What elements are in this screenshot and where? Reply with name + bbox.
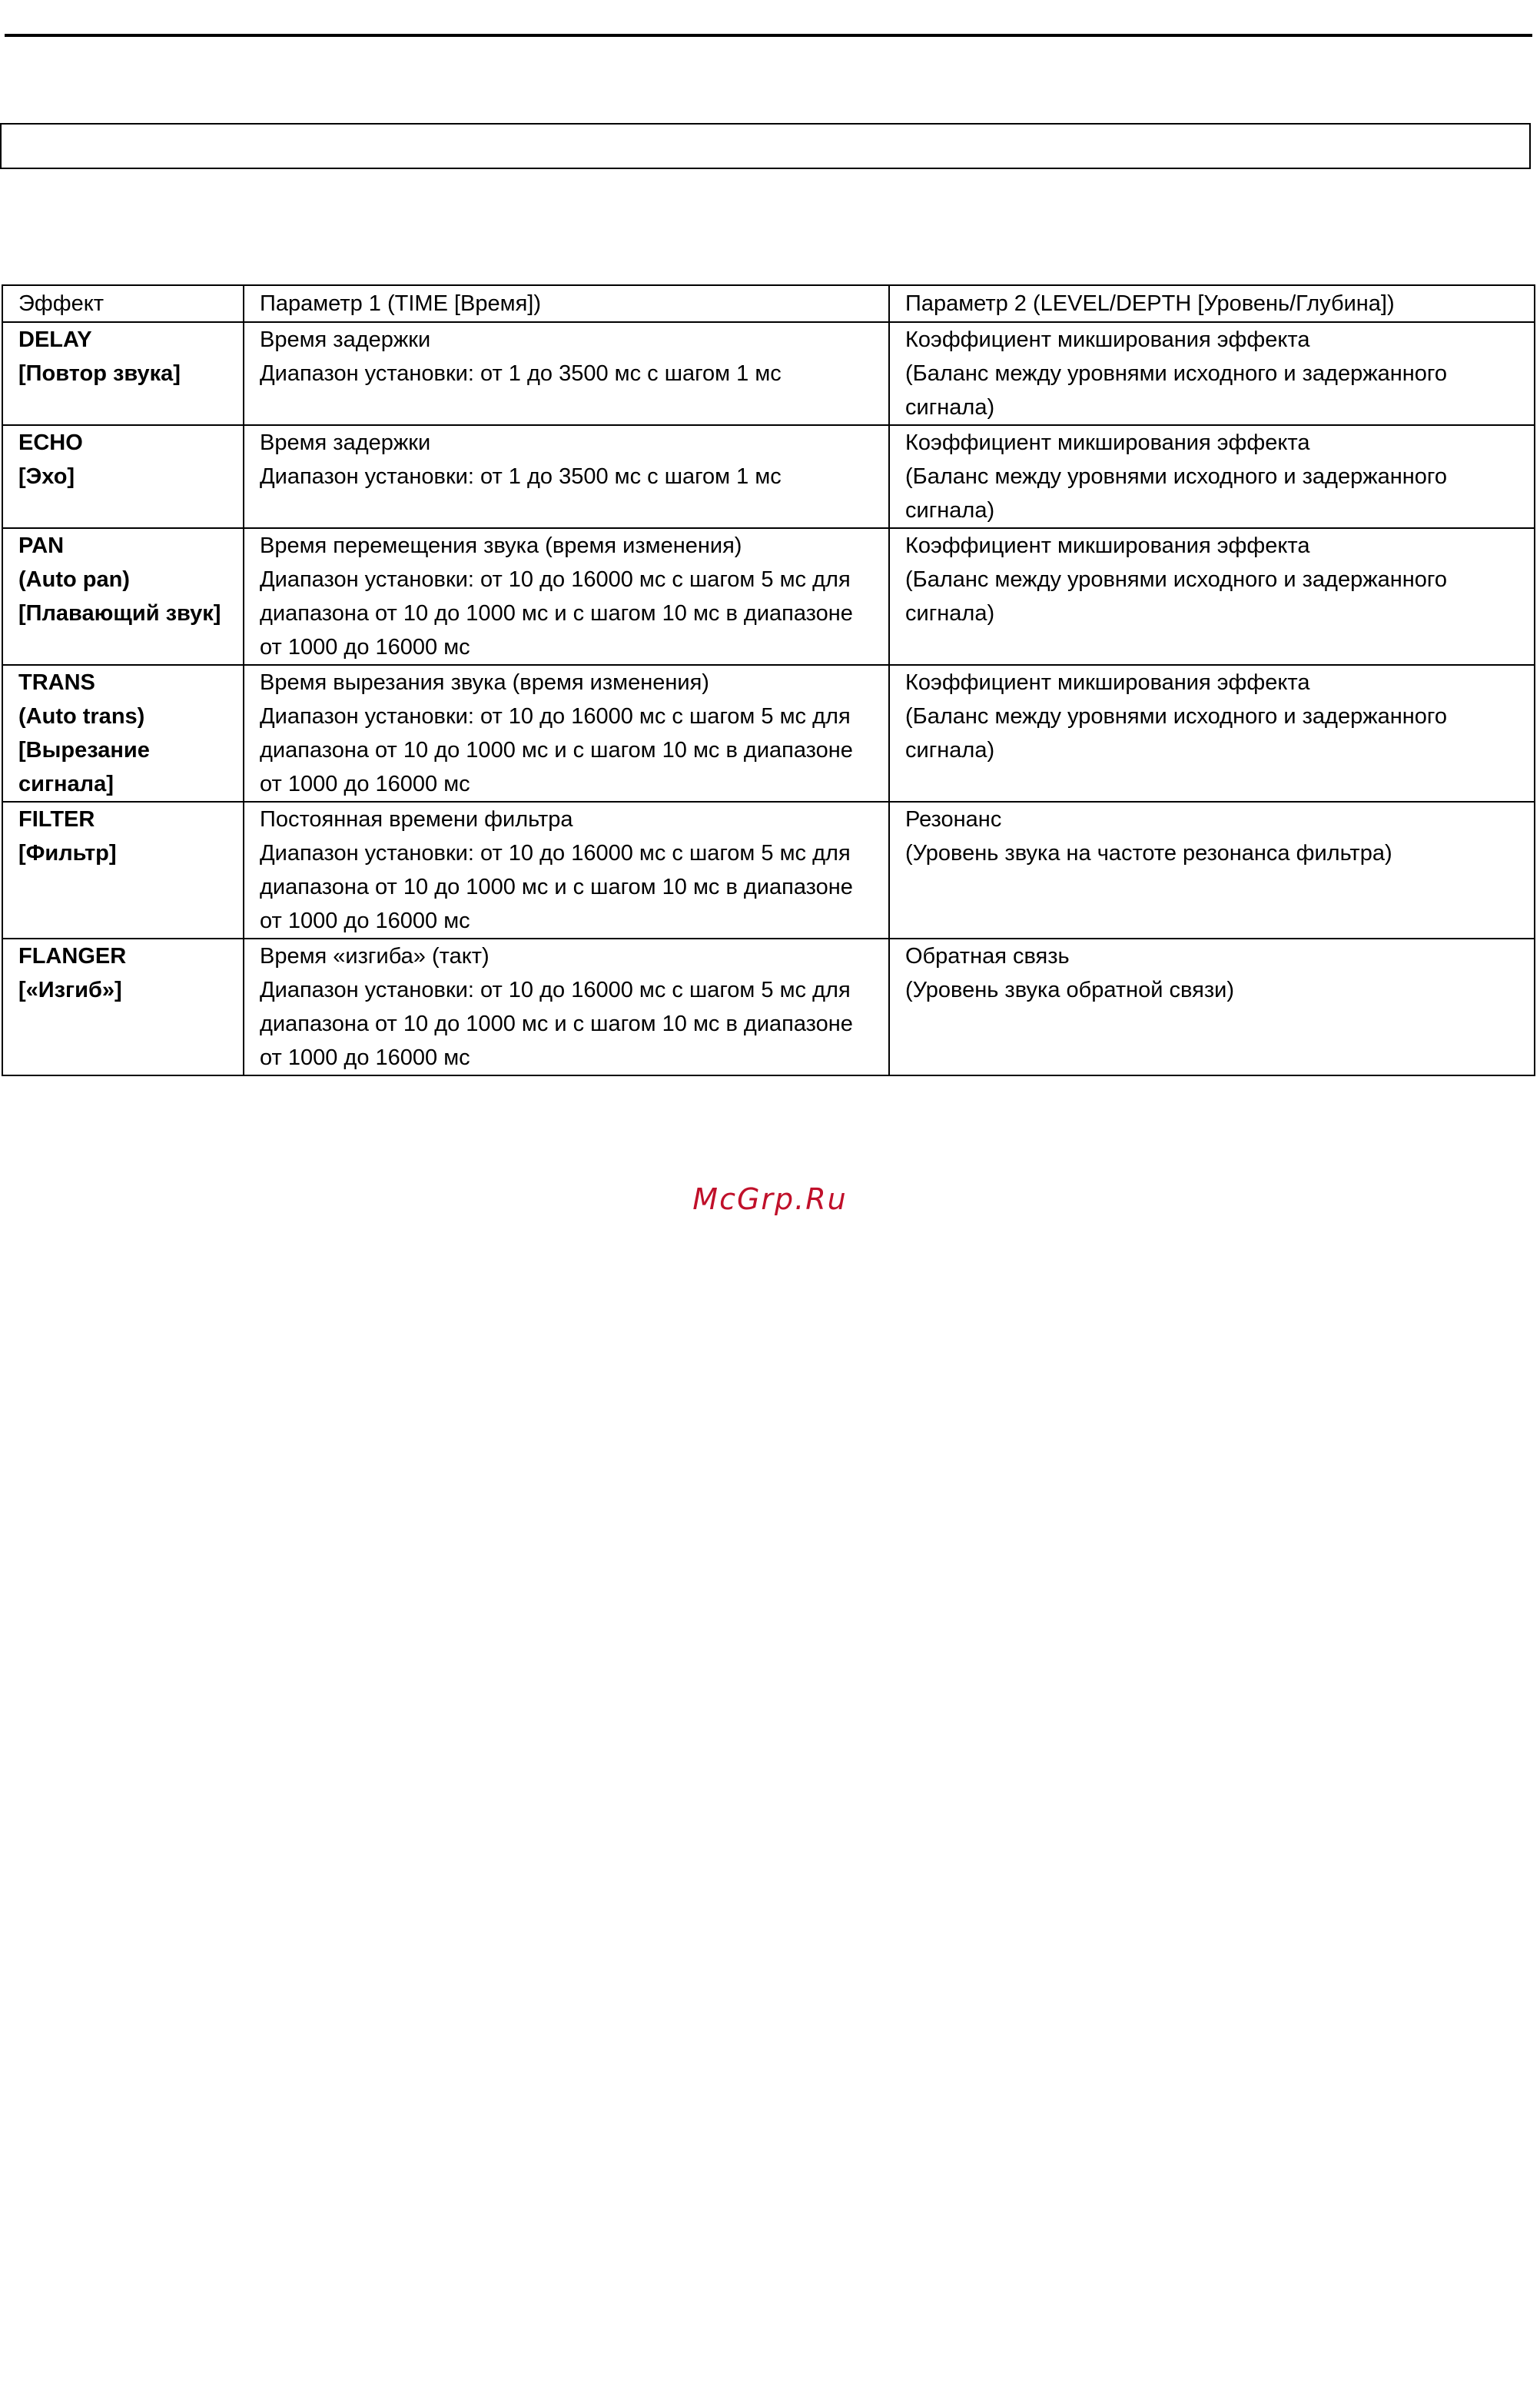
effect-subname: [Эхо] [18, 464, 75, 489]
param2-cell [889, 322, 1535, 425]
effect-subname: (Auto trans) [18, 704, 145, 729]
param1-title: Постоянная времени фильтра [260, 807, 573, 832]
param1-cell [244, 425, 889, 528]
table-header-row [2, 285, 1535, 322]
effect-cell [2, 802, 244, 939]
param2-title: Коэффициент микширования эффекта [905, 670, 1310, 695]
param1-range: Диапазон установки: от 10 до 16000 мс с шагом 5 мс для диапазона от 10 до 1000 мс и с шагом 10 мс в диапазоне от 1000 до 16000 мс [260, 978, 853, 1070]
param1-range: Диапазон установки: от 10 до 16000 мс с шагом 5 мс для диапазона от 10 до 1000 мс и с шагом 10 мс в диапазоне от 1000 до 16000 мс [260, 567, 853, 660]
param2-desc: (Баланс между уровнями исходного и задержанного сигнала) [905, 567, 1447, 626]
effect-name: TRANS [18, 670, 95, 695]
param2-desc: (Уровень звука обратной связи) [905, 978, 1234, 1002]
effect-subname: [Фильтр] [18, 841, 117, 866]
param2-cell [889, 802, 1535, 939]
effect-name: FLANGER [18, 944, 127, 969]
param1-title: Время «изгиба» (такт) [260, 944, 490, 969]
effect-name: PAN [18, 533, 65, 558]
param2-title: Обратная связь [905, 944, 1070, 969]
param1-cell [244, 665, 889, 802]
param2-title: Коэффициент микширования эффекта [905, 327, 1310, 352]
param1-title: Время перемещения звука (время изменения) [260, 533, 742, 558]
header-param2: Параметр 2 (LEVEL/DEPTH [Уровень/Глубина]) [889, 285, 1535, 322]
header-effect: Эффект [2, 285, 244, 322]
watermark: McGrp.Ru [692, 1182, 848, 1216]
param1-title: Время задержки [260, 430, 431, 455]
param2-desc: (Баланс между уровнями исходного и задержанного сигнала) [905, 704, 1447, 763]
param1-cell [244, 802, 889, 939]
param1-title: Время задержки [260, 327, 431, 352]
table-row [2, 939, 1535, 1075]
effect-subname-ru: [Вырезание сигнала] [18, 738, 150, 796]
param1-range: Диапазон установки: от 1 до 3500 мс с шагом 1 мс [260, 361, 782, 386]
param1-cell [244, 939, 889, 1075]
param1-range: Диапазон установки: от 10 до 16000 мс с шагом 5 мс для диапазона от 10 до 1000 мс и с шагом 10 мс в диапазоне от 1000 до 16000 мс [260, 704, 853, 796]
effect-name: ECHO [18, 430, 83, 455]
param2-desc: (Баланс между уровнями исходного и задержанного сигнала) [905, 464, 1447, 523]
param1-range: Диапазон установки: от 1 до 3500 мс с шагом 1 мс [260, 464, 782, 489]
effect-cell [2, 939, 244, 1075]
effect-subname: [«Изгиб»] [18, 978, 122, 1002]
param2-title: Резонанс [905, 807, 1002, 832]
param2-cell [889, 939, 1535, 1075]
effect-subname-ru: [Плавающий звук] [18, 601, 221, 626]
param1-cell [244, 322, 889, 425]
effect-subname: (Auto pan) [18, 567, 130, 592]
param2-cell [889, 665, 1535, 802]
param2-cell [889, 528, 1535, 665]
table-row [2, 802, 1535, 939]
effect-name: FILTER [18, 807, 95, 832]
param2-cell [889, 425, 1535, 528]
param2-desc: (Баланс между уровнями исходного и задержанного сигнала) [905, 361, 1447, 420]
effect-subname: [Повтор звука] [18, 361, 181, 386]
param2-desc: (Уровень звука на частоте резонанса фильтра) [905, 841, 1392, 866]
effect-cell [2, 665, 244, 802]
top-rule [5, 34, 1532, 37]
param1-range: Диапазон установки: от 10 до 16000 мс с шагом 5 мс для диапазона от 10 до 1000 мс и с шагом 10 мс в диапазоне от 1000 до 16000 мс [260, 841, 853, 933]
effects-table [2, 284, 1535, 1076]
table-row [2, 665, 1535, 802]
param1-cell [244, 528, 889, 665]
param1-title: Время вырезания звука (время изменения) [260, 670, 709, 695]
header-param1: Параметр 1 (TIME [Время]) [244, 285, 889, 322]
effect-cell [2, 425, 244, 528]
param2-title: Коэффициент микширования эффекта [905, 430, 1310, 455]
effect-name: DELAY [18, 327, 92, 352]
table-row [2, 322, 1535, 425]
effect-cell [2, 322, 244, 425]
table-row [2, 425, 1535, 528]
param2-title: Коэффициент микширования эффекта [905, 533, 1310, 558]
table-row [2, 528, 1535, 665]
effect-cell [2, 528, 244, 665]
header-box [0, 123, 1531, 169]
